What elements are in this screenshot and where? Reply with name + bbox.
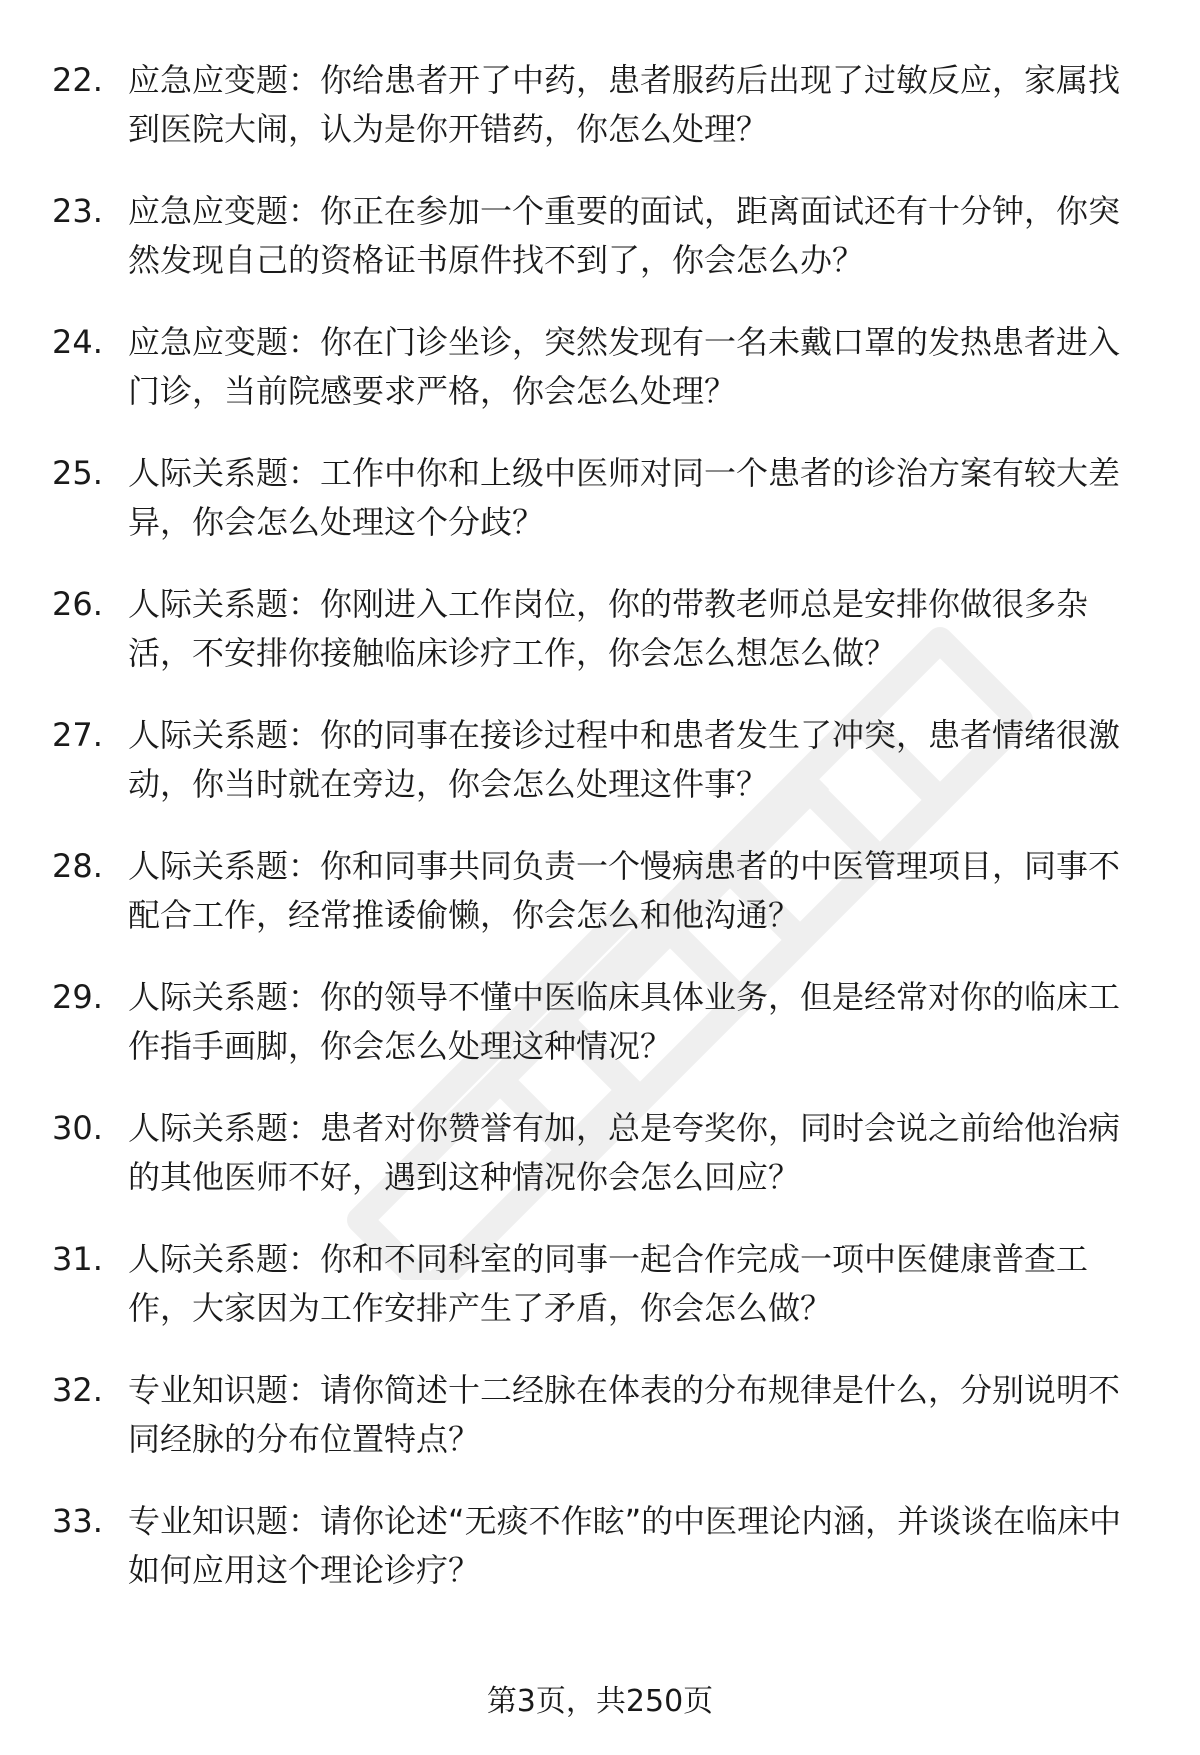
question-number: 32. xyxy=(52,1371,103,1409)
question-text: 人际关系题：你刚进入工作岗位，你的带教老师总是安排你做很多杂活，不安排你接触临床诊疗工作，你会怎么想怎么做？ xyxy=(128,585,1089,672)
question-number: 29. xyxy=(52,978,103,1016)
question-number: 27. xyxy=(52,716,103,754)
question-text: 应急应变题：你在门诊坐诊，突然发现有一名未戴口罩的发热患者进入门诊，当前院感要求严格，你会怎么处理？ xyxy=(128,323,1121,410)
question-text: 应急应变题：你正在参加一个重要的面试，距离面试还有十分钟，你突然发现自己的资格证书原件找不到了，你会怎么办？ xyxy=(128,192,1121,279)
question-item xyxy=(52,1366,1152,1497)
question-number: 22. xyxy=(52,61,103,99)
question-item xyxy=(52,1104,1152,1235)
question-text: 人际关系题：工作中你和上级中医师对同一个患者的诊治方案有较大差异，你会怎么处理这个分歧？ xyxy=(128,454,1121,541)
question-item xyxy=(52,580,1152,711)
question-text: 应急应变题：你给患者开了中药，患者服药后出现了过敏反应，家属找到医院大闹，认为是你开错药，你怎么处理？ xyxy=(128,61,1121,148)
question-text: 人际关系题：你和同事共同负责一个慢病患者的中医管理项目，同事不配合工作，经常推诿偷懒，你会怎么和他沟通？ xyxy=(128,847,1121,934)
question-text: 专业知识题：请你简述十二经脉在体表的分布规律是什么，分别说明不同经脉的分布位置特点？ xyxy=(128,1371,1121,1458)
question-number: 23. xyxy=(52,192,103,230)
question-number: 30. xyxy=(52,1109,103,1147)
question-text: 人际关系题：你的领导不懂中医临床具体业务，但是经常对你的临床工作指手画脚，你会怎么处理这种情况？ xyxy=(128,978,1121,1065)
question-text: 人际关系题：你的同事在接诊过程中和患者发生了冲突，患者情绪很激动，你当时就在旁边，你会怎么处理这件事？ xyxy=(128,716,1121,803)
question-number: 24. xyxy=(52,323,103,361)
question-number: 31. xyxy=(52,1240,103,1278)
question-item xyxy=(52,1497,1152,1628)
question-number: 33. xyxy=(52,1502,103,1540)
question-item xyxy=(52,187,1152,318)
question-text: 人际关系题：你和不同科室的同事一起合作完成一项中医健康普查工作，大家因为工作安排产生了矛盾，你会怎么做？ xyxy=(128,1240,1089,1327)
question-item xyxy=(52,449,1152,580)
question-item xyxy=(52,842,1152,973)
question-item xyxy=(52,711,1152,842)
page-number-footer: 第3页，共250页 xyxy=(486,1684,714,1719)
question-item xyxy=(52,1235,1152,1366)
question-text: 人际关系题：患者对你赞誉有加，总是夸奖你，同时会说之前给他治病的其他医师不好，遇到这种情况你会怎么回应？ xyxy=(128,1109,1121,1196)
question-number: 25. xyxy=(52,454,103,492)
question-text: 专业知识题：请你论述“无痰不作眩”的中医理论内涵，并谈谈在临床中如何应用这个理论诊疗？ xyxy=(128,1502,1122,1589)
question-list xyxy=(52,56,1152,1628)
question-number: 28. xyxy=(52,847,103,885)
question-number: 26. xyxy=(52,585,103,623)
question-item xyxy=(52,56,1152,187)
question-item xyxy=(52,973,1152,1104)
question-item xyxy=(52,318,1152,449)
